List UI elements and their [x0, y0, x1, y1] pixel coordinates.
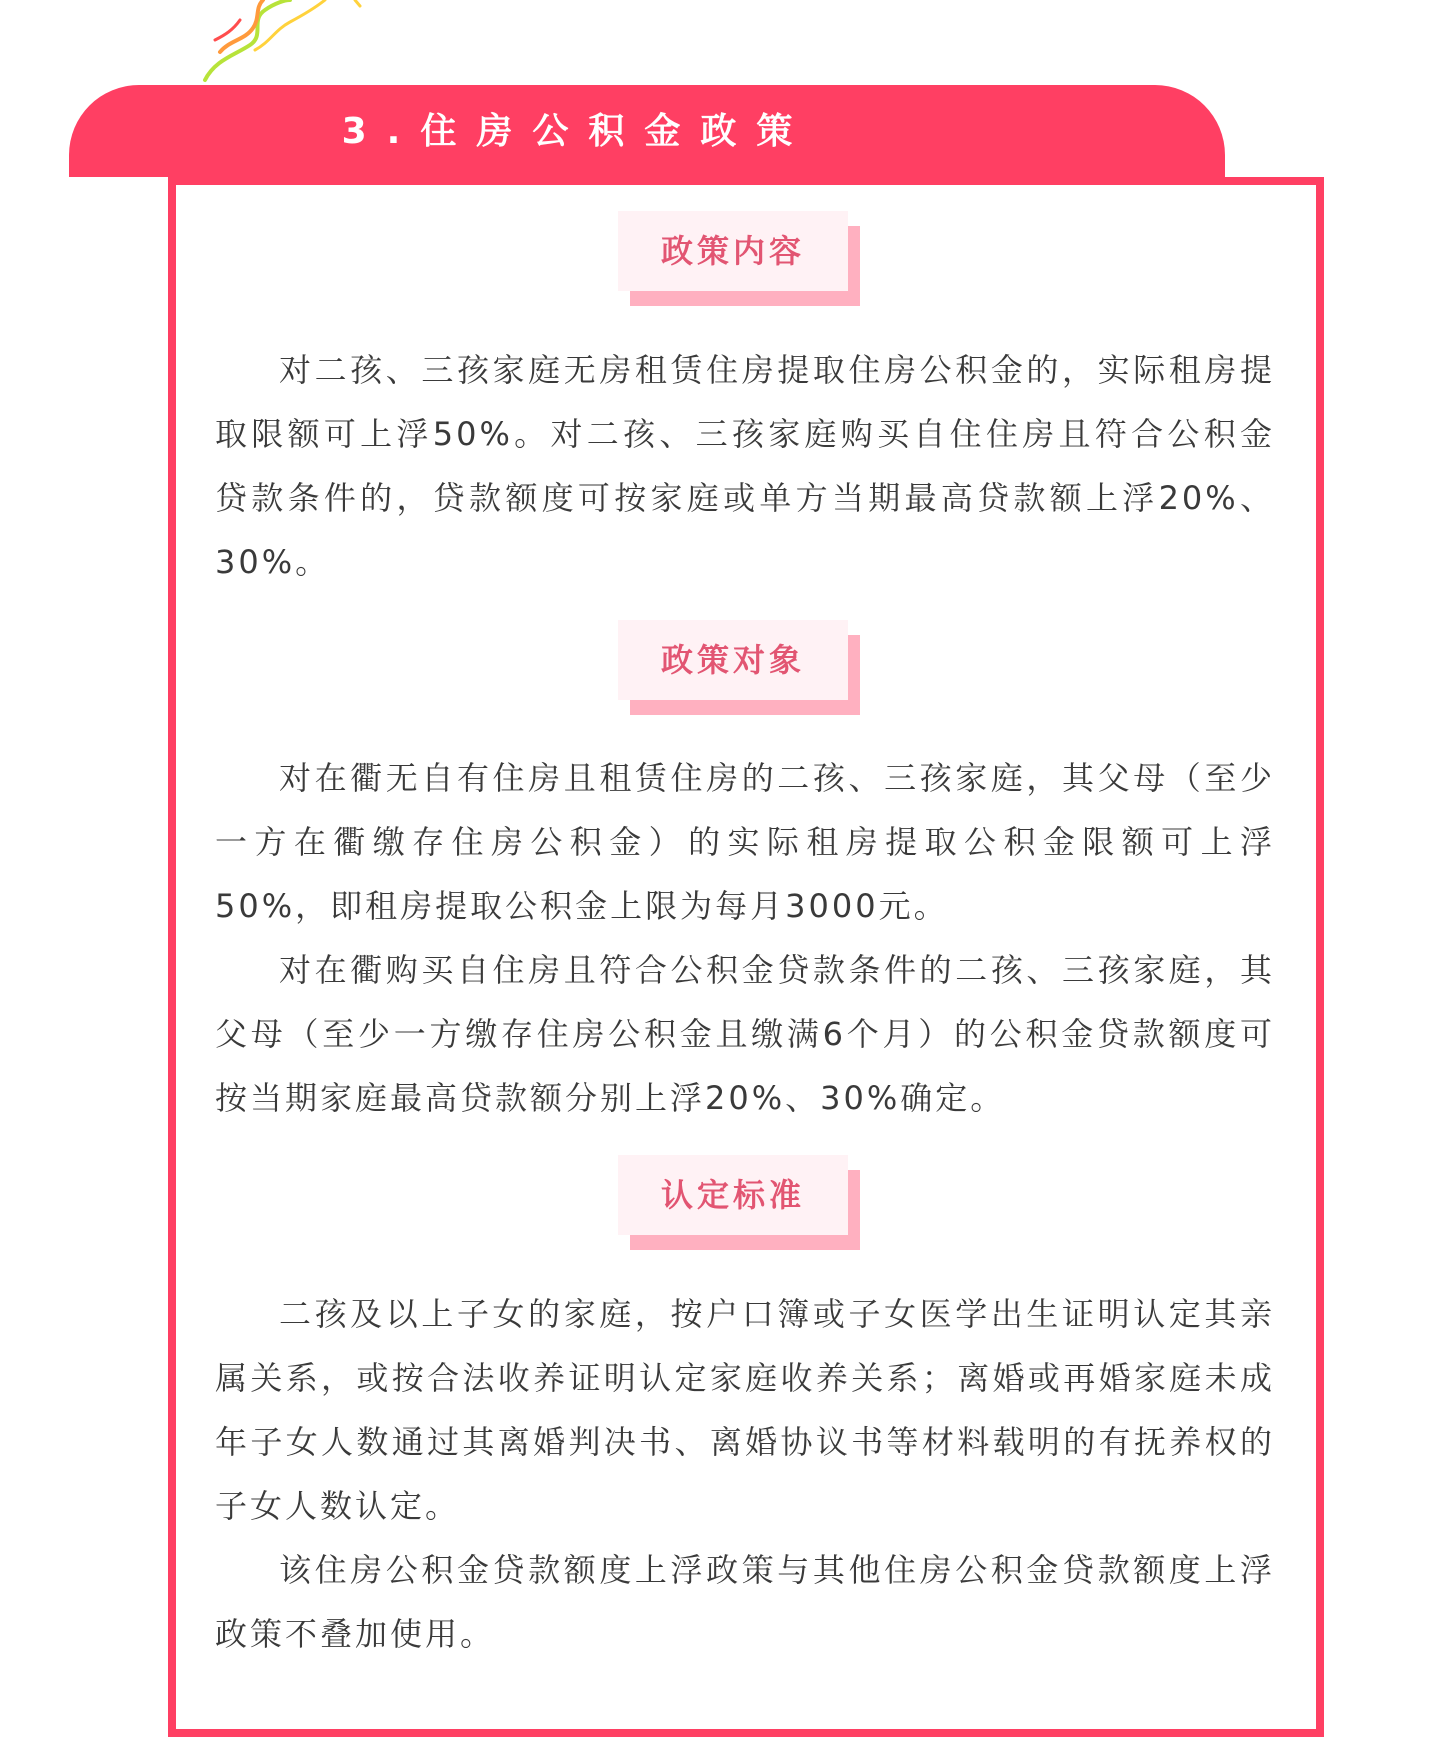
- section-label-criteria: [618, 1155, 854, 1239]
- paragraph: 该住房公积金贷款额度上浮政策与其他住房公积金贷款额度上浮政策不叠加使用。: [215, 1551, 1275, 1653]
- paragraph: 对二孩、三孩家庭无房租赁住房提取住房公积金的，实际租房提取限额可上浮50%。对二孩、三孩家庭购买自住住房且符合公积金贷款条件的，贷款额度可按家庭或单方当期最高贷款额上浮20%、30%。: [215, 351, 1275, 581]
- ribbon-decoration-icon: [195, 0, 395, 85]
- paragraph: 对在衢购买自住房且符合公积金贷款条件的二孩、三孩家庭，其父母（至少一方缴存住房公积金且缴满6个月）的公积金贷款额度可按当期家庭最高贷款额分别上浮20%、30%确定。: [215, 951, 1275, 1117]
- paragraph: 对在衢无自有住房且租赁住房的二孩、三孩家庭，其父母（至少一方在衢缴存住房公积金）的实际租房提取公积金限额可上浮50%，即租房提取公积金上限为每月3000元。: [215, 759, 1275, 925]
- section-title: 3.住房公积金政策: [341, 111, 813, 152]
- section-label-policy-target: [618, 620, 854, 704]
- section-label-policy-content: [618, 211, 854, 295]
- label-text: 认定标准: [660, 1176, 805, 1214]
- paragraph: 二孩及以上子女的家庭，按户口簿或子女医学出生证明认定其亲属关系，或按合法收养证明认定家庭收养关系；离婚或再婚家庭未成年子女人数通过其离婚判决书、离婚协议书等材料载明的有抚养权的子女人数认定。: [215, 1295, 1275, 1525]
- label-text: 政策内容: [660, 232, 805, 270]
- label-text: 政策对象: [660, 641, 805, 679]
